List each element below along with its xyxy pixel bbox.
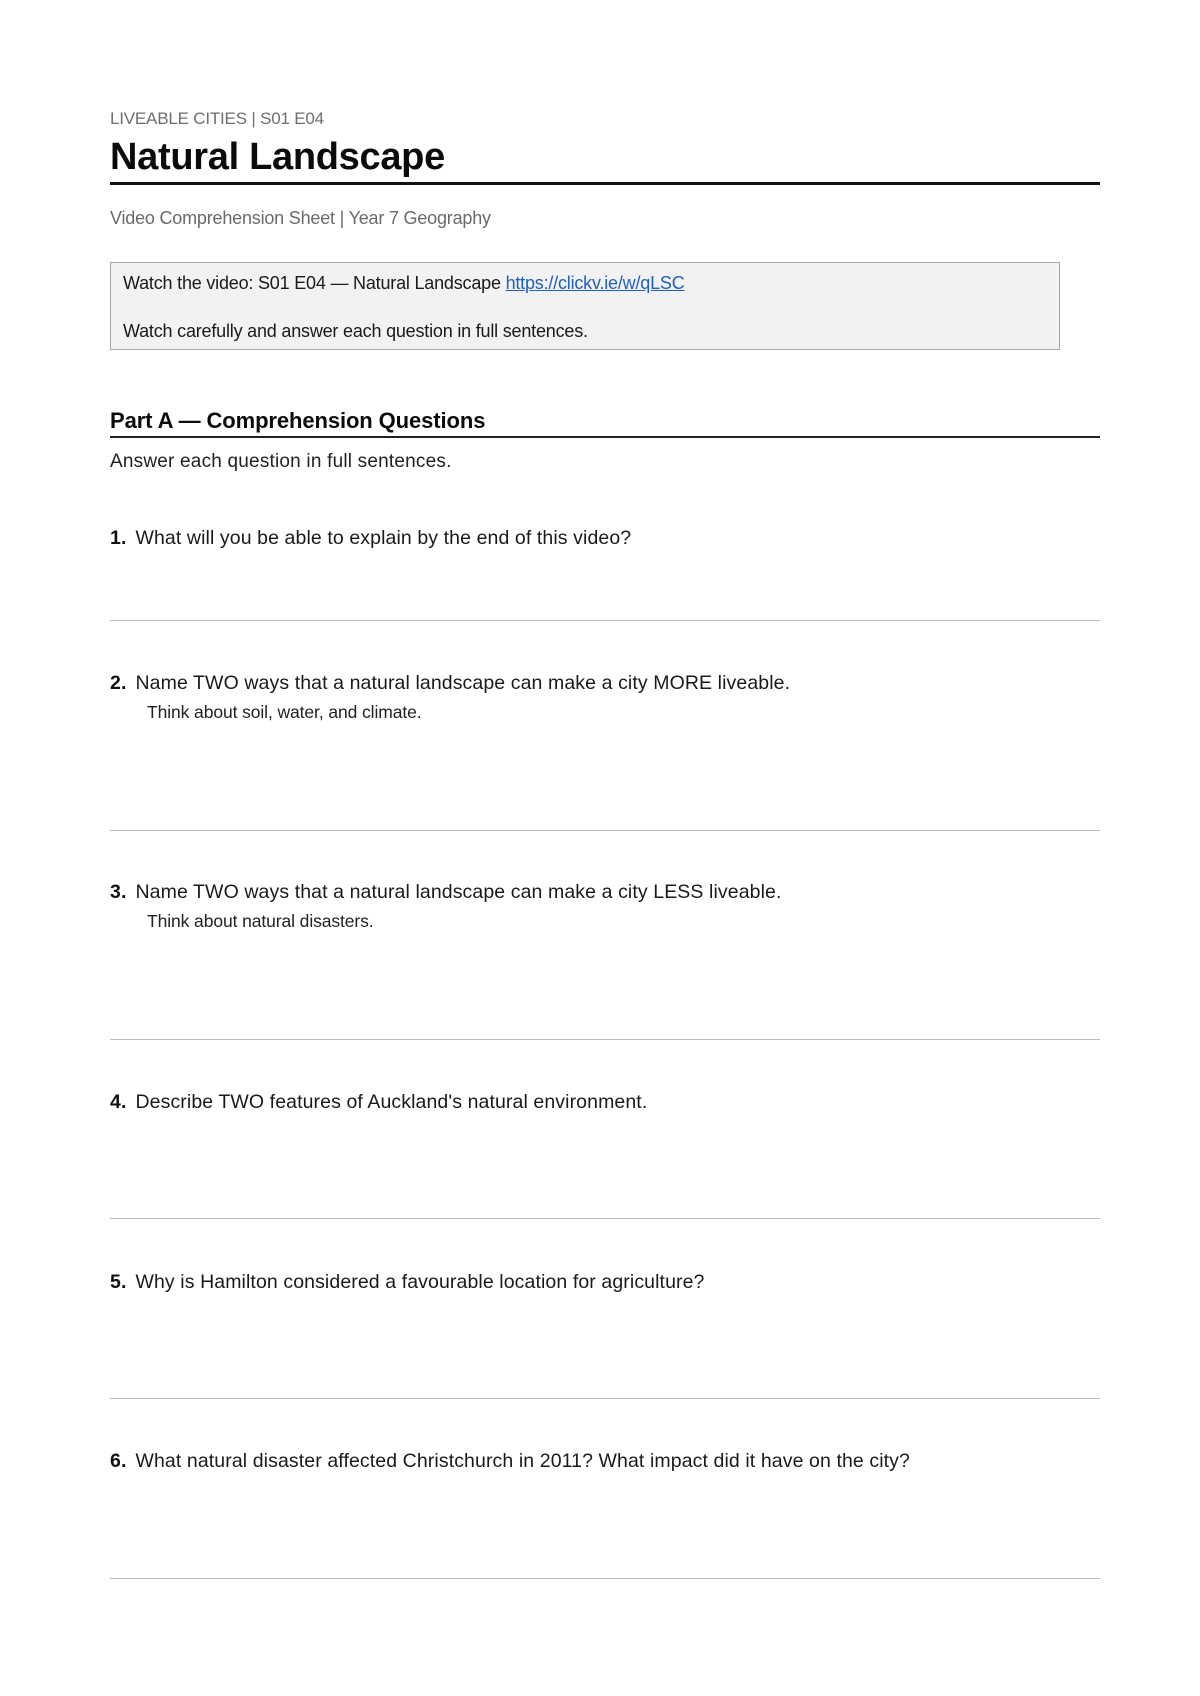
question-prompt: Name TWO ways that a natural landscape can make a city LESS liveable. xyxy=(135,881,782,903)
title-divider xyxy=(110,182,1100,185)
series-label: LIVEABLE CITIES | S01 E04 xyxy=(110,109,324,128)
section-instruction: Answer each question in full sentences. xyxy=(110,451,452,472)
answer-line-6[interactable] xyxy=(110,1578,1100,1579)
question-number: 3. xyxy=(110,881,127,903)
answer-line-4[interactable] xyxy=(110,1218,1100,1219)
question-text xyxy=(110,1450,910,1473)
question-text xyxy=(110,1271,705,1294)
question-prompt: What natural disaster affected Christchurch in 2011? What impact did it have on the city? xyxy=(135,1450,910,1472)
page-title: Natural Landscape xyxy=(110,136,445,178)
question-prompt: Name TWO ways that a natural landscape can make a city MORE liveable. xyxy=(135,672,791,694)
video-callout-box xyxy=(110,262,1060,350)
question-number: 4. xyxy=(110,1091,127,1113)
question-hint: Think about natural disasters. xyxy=(147,911,374,931)
question-text xyxy=(110,881,781,904)
callout-instruction: Watch carefully and answer each question in full sentences. xyxy=(123,321,588,341)
worksheet-page xyxy=(110,0,1100,1696)
answer-line-2[interactable] xyxy=(110,830,1100,831)
answer-line-5[interactable] xyxy=(110,1398,1100,1399)
watch-video-text: Watch the video: S01 E04 — Natural Landscape xyxy=(123,273,506,293)
question-number: 5. xyxy=(110,1271,127,1293)
question-prompt: Describe TWO features of Auckland's natural environment. xyxy=(135,1091,648,1113)
question-hint: Think about soil, water, and climate. xyxy=(147,702,422,722)
question-number: 1. xyxy=(110,527,127,549)
question-prompt: Why is Hamilton considered a favourable location for agriculture? xyxy=(135,1271,705,1293)
section-title-part-a: Part A — Comprehension Questions xyxy=(110,408,486,433)
video-link[interactable]: https://clickv.ie/w/qLSC xyxy=(505,273,685,293)
question-number: 6. xyxy=(110,1450,127,1472)
question-text xyxy=(110,1091,647,1114)
answer-line-3[interactable] xyxy=(110,1039,1100,1040)
question-number: 2. xyxy=(110,672,127,694)
question-text xyxy=(110,527,631,550)
answer-line-1[interactable] xyxy=(110,620,1100,621)
question-prompt: What will you be able to explain by the end of this video? xyxy=(135,527,632,549)
page-subtitle: Video Comprehension Sheet | Year 7 Geography xyxy=(110,208,491,228)
watch-video-line xyxy=(123,273,685,294)
question-text xyxy=(110,672,790,695)
section-divider xyxy=(110,436,1100,438)
